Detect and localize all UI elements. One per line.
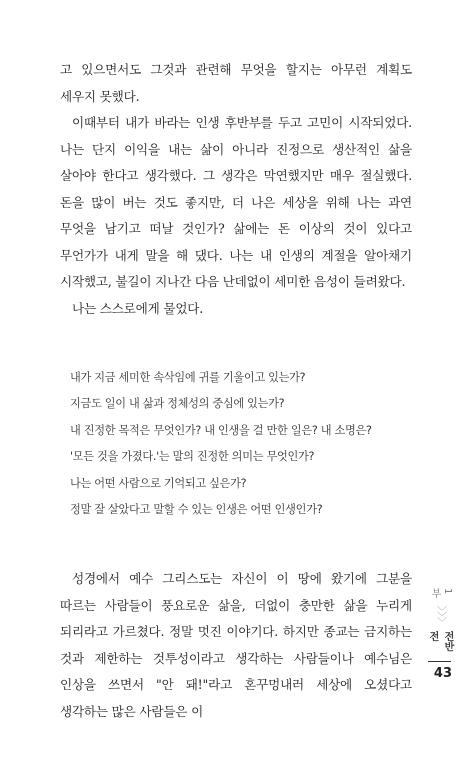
page-number-rule bbox=[428, 661, 451, 662]
paragraph: 나는 스스로에게 물었다. bbox=[72, 300, 204, 316]
bottom-text-block bbox=[60, 566, 412, 725]
chapter-side-tab bbox=[427, 588, 453, 658]
chevron-separator-icon: 〉〉〉 bbox=[434, 606, 446, 628]
question-list bbox=[70, 365, 410, 523]
question-item: 내 진정한 목적은 무엇인가? 내 인생을 걸 만한 일은? 내 소명은? bbox=[70, 423, 372, 437]
paragraph: 고 있으면서도 그것과 관련해 무엇을 할지는 아무런 계획도 세우지 못했다. bbox=[60, 62, 412, 104]
question-item: 나는 어떤 사람으로 기억되고 싶은가? bbox=[70, 476, 247, 490]
question-item: 정말 잘 살았다고 말할 수 있는 인생은 어떤 인생인가? bbox=[70, 503, 323, 517]
question-item: 지금도 일이 내 삶과 정체성의 중심에 있는가? bbox=[70, 397, 285, 411]
question-item: '모든 것을 가졌다.'는 말의 진정한 의미는 무엇인가? bbox=[70, 450, 315, 464]
part-label: 1부 bbox=[429, 588, 453, 599]
question-item: 내가 지금 세미한 속삭임에 귀를 기울이고 있는가? bbox=[70, 371, 306, 384]
paragraph: 이때부터 내가 바라는 인생 후반부를 두고 고민이 시작되었다. 나는 단지 이익을 내는 삶이 아니라 진정으로 생산적인 삶을 살아야 한다고 생각했다. 그 생각은 막연했지만 매우 절실했다. 돈을 많이 버는 것도 좋지만, 더 나은 세상을 위해 나는 과연 무엇을 남기고 떠날 것인가? 삶에는 돈 이상의 것이 있다고 무언가가 내게 말을 해 댔다. 나는 내 인생의 계절을 알아채기 시작했고, 불길이 지나간 다음 난데없이 세미한 음성이 들려왔다. bbox=[60, 115, 412, 289]
chapter-label: 전반전 bbox=[427, 630, 453, 652]
top-text-block bbox=[60, 57, 412, 322]
paragraph: 성경에서 예수 그리스도는 자신이 이 땅에 왔기에 그분을 따르는 사람들이 풍요로운 삶을, 더없이 충만한 삶을 누리게 되리라고 가르쳤다. 정말 멋진 이야기다. 하지만 종교는 금지하는 것과 제한하는 것투성이라고 생각하는 사람들이나 예수님은 인상을 쓰면서 "안 돼!"라고 혼꾸멍내러 세상에 오셨다고 생각하는 많은 사람들은 이 bbox=[60, 571, 412, 719]
page-number: 43 bbox=[433, 666, 452, 681]
